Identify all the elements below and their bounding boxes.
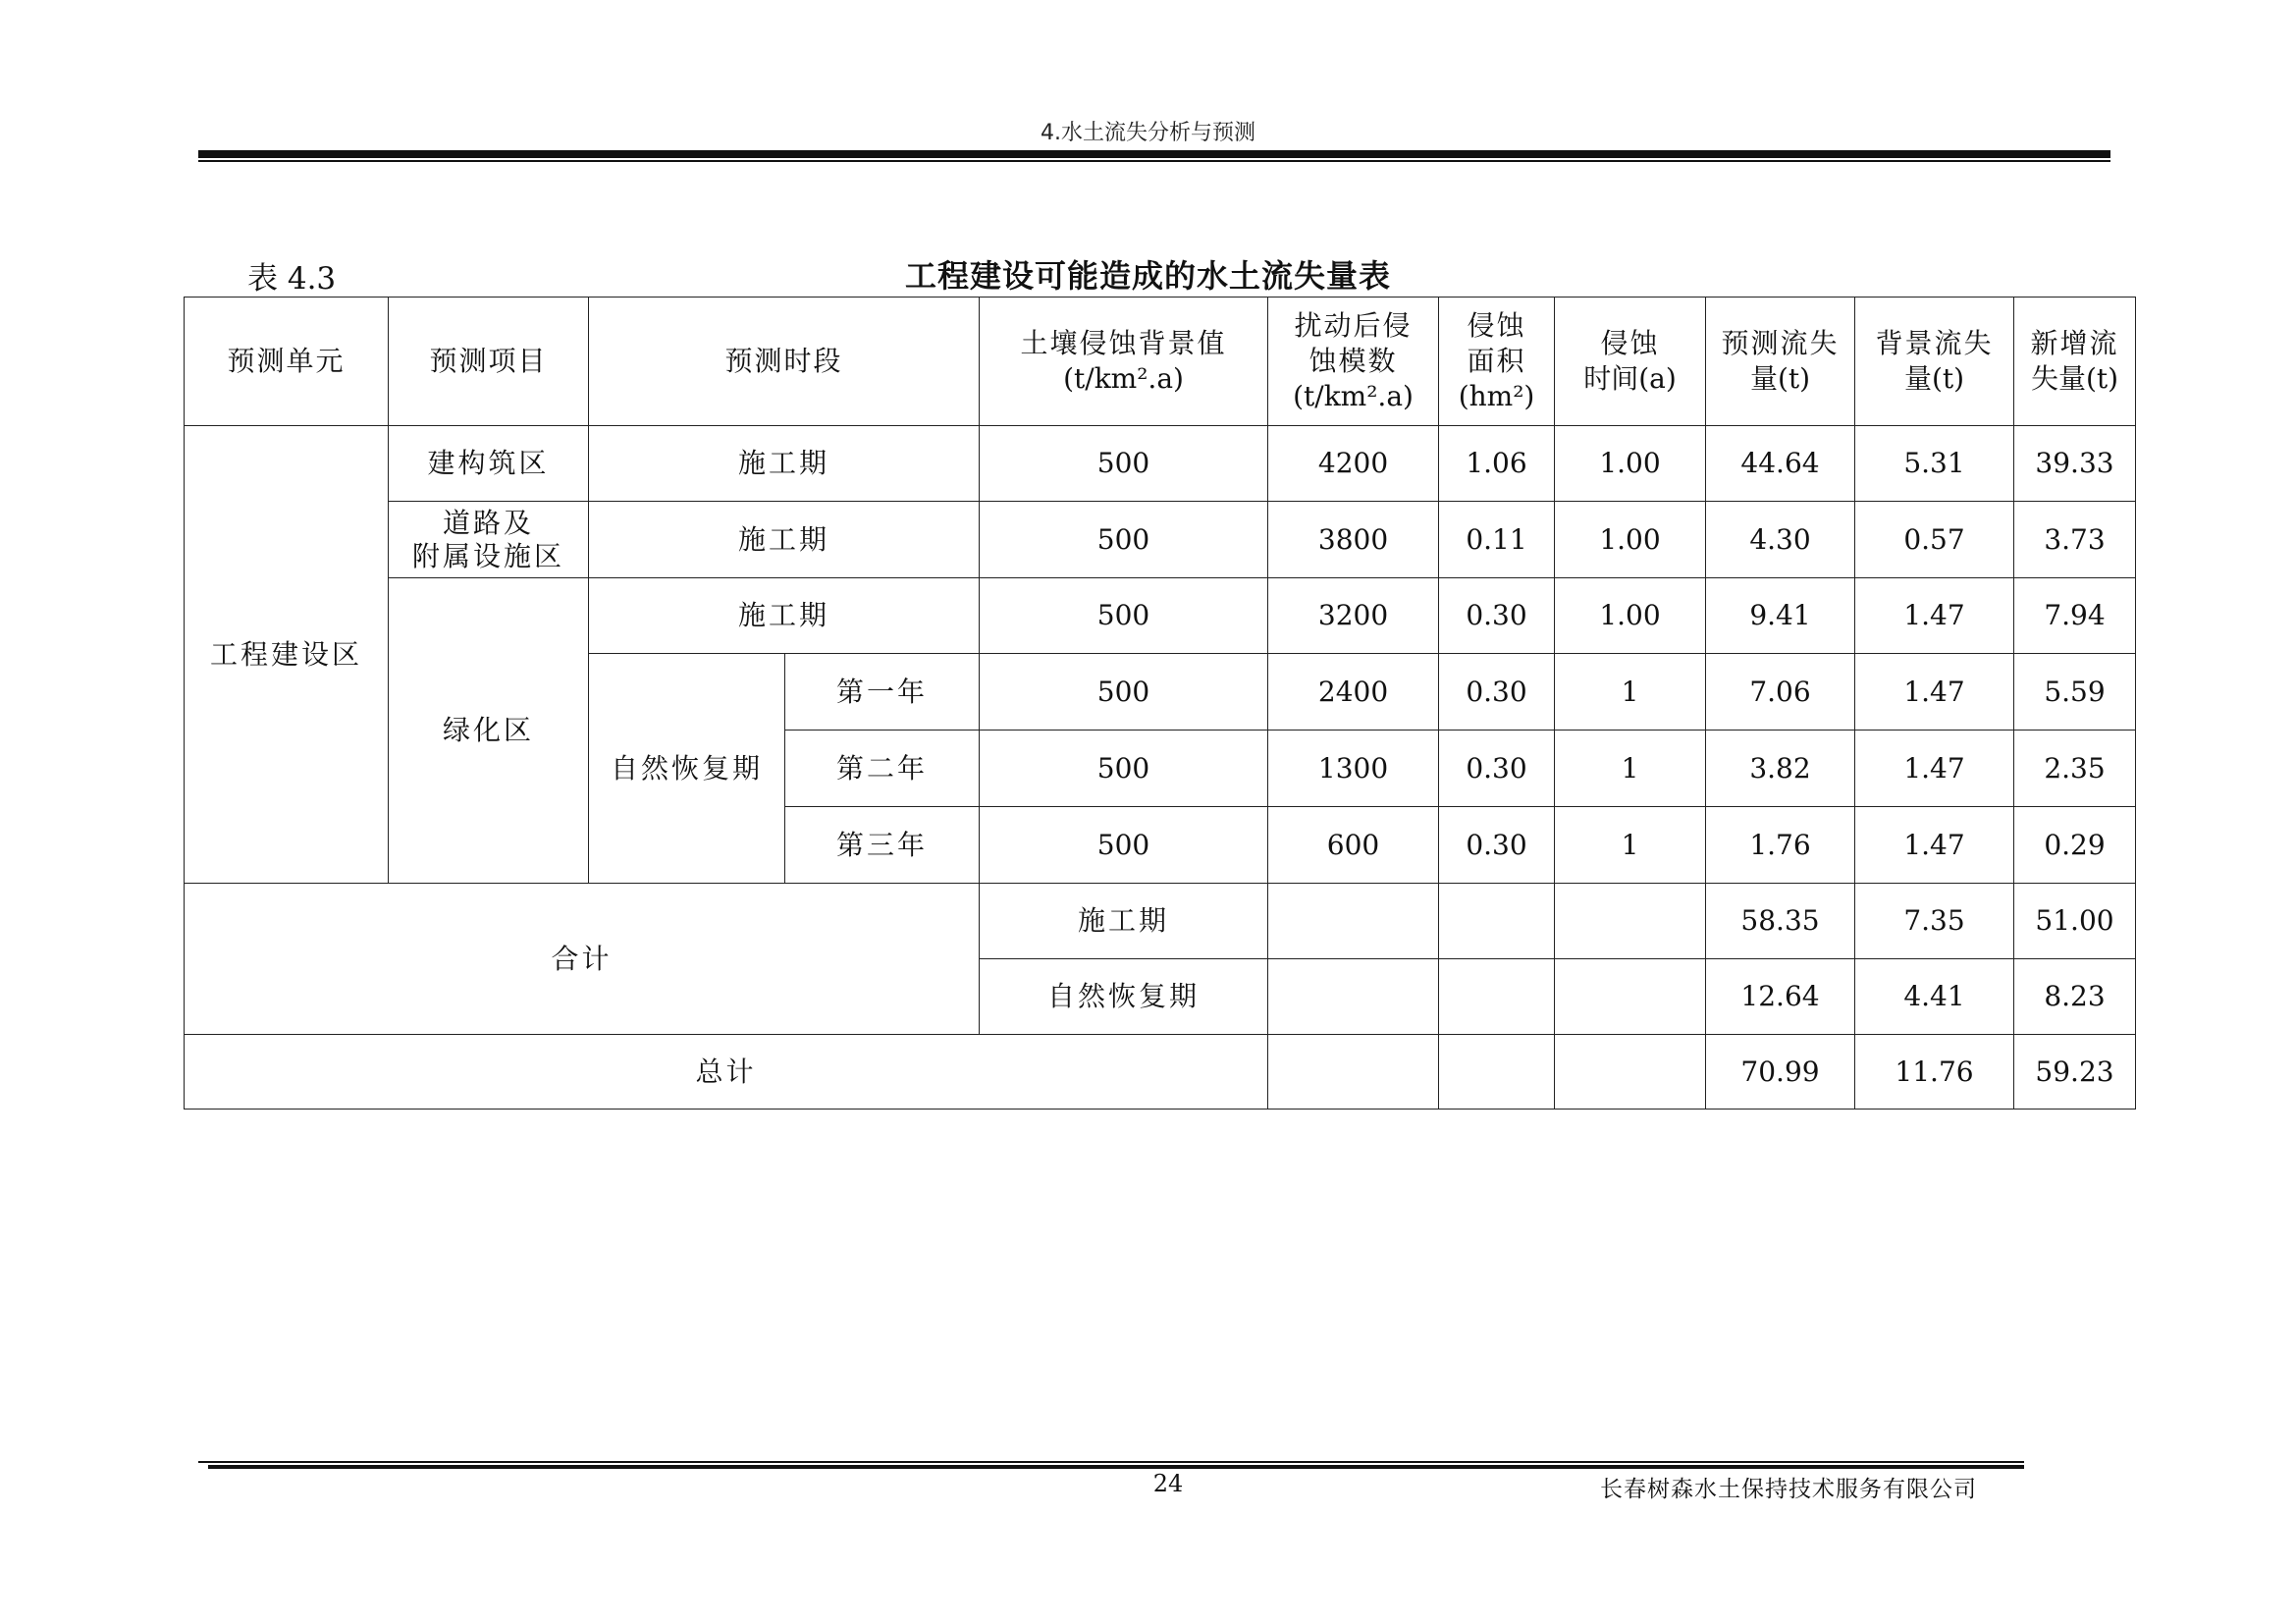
bg-loss-cell: 0.57 (1855, 502, 2014, 578)
page-number: 24 (1152, 1470, 1184, 1497)
empty-cell (1439, 959, 1555, 1035)
subtotal-row (185, 884, 2136, 959)
background-cell: 500 (980, 426, 1268, 502)
added-cell: 0.29 (2014, 807, 2136, 884)
modulus-cell: 3200 (1268, 578, 1439, 654)
item-cell: 绿化区 (389, 578, 589, 884)
bg-loss-cell: 7.35 (1855, 884, 2014, 959)
table-title: 工程建设可能造成的水土流失量表 (904, 257, 1391, 295)
col-header-area: 侵蚀 面积 (hm²) (1439, 298, 1555, 426)
predicted-cell: 44.64 (1706, 426, 1855, 502)
table-header-row (185, 298, 2136, 426)
footer-rule-thick (208, 1465, 2024, 1469)
time-cell: 1 (1555, 807, 1706, 884)
time-cell: 1.00 (1555, 426, 1706, 502)
predicted-cell: 1.76 (1706, 807, 1855, 884)
area-cell: 0.30 (1439, 807, 1555, 884)
predicted-cell: 12.64 (1706, 959, 1855, 1035)
empty-cell (1268, 1035, 1439, 1110)
period-cell: 施工期 (589, 502, 980, 578)
col-header-time: 侵蚀 时间(a) (1555, 298, 1706, 426)
sub-period-cell: 第一年 (785, 654, 980, 731)
empty-cell (1555, 1035, 1706, 1110)
modulus-cell: 1300 (1268, 731, 1439, 807)
table-row (185, 578, 2136, 654)
background-cell: 500 (980, 807, 1268, 884)
modulus-cell: 2400 (1268, 654, 1439, 731)
item-cell: 道路及 附属设施区 (389, 502, 589, 578)
col-header-unit: 预测单元 (185, 298, 389, 426)
added-cell: 3.73 (2014, 502, 2136, 578)
empty-cell (1268, 959, 1439, 1035)
sub-period-cell: 第三年 (785, 807, 980, 884)
bg-loss-cell: 4.41 (1855, 959, 2014, 1035)
bg-loss-cell: 11.76 (1855, 1035, 2014, 1110)
total-row (185, 1035, 2136, 1110)
period-cell: 施工期 (589, 578, 980, 654)
area-cell: 0.11 (1439, 502, 1555, 578)
table-row (185, 502, 2136, 578)
bg-loss-cell: 1.47 (1855, 578, 2014, 654)
col-header-background: 土壤侵蚀背景值 (t/km².a) (980, 298, 1268, 426)
header-rule-thin (198, 160, 2110, 162)
time-cell: 1 (1555, 654, 1706, 731)
running-header-title: 4.水土流失分析与预测 (1041, 121, 1255, 145)
predicted-cell: 7.06 (1706, 654, 1855, 731)
background-cell: 500 (980, 502, 1268, 578)
unit-cell: 工程建设区 (185, 426, 389, 884)
predicted-cell: 9.41 (1706, 578, 1855, 654)
modulus-cell: 4200 (1268, 426, 1439, 502)
area-cell: 0.30 (1439, 731, 1555, 807)
header-rule-thick (198, 150, 2110, 158)
subtotal-label: 合计 (185, 884, 980, 1035)
bg-loss-cell: 1.47 (1855, 654, 2014, 731)
predicted-cell: 3.82 (1706, 731, 1855, 807)
time-cell: 1.00 (1555, 502, 1706, 578)
added-cell: 2.35 (2014, 731, 2136, 807)
sub-period-cell: 第二年 (785, 731, 980, 807)
period-group-cell: 自然恢复期 (589, 654, 785, 884)
empty-cell (1439, 1035, 1555, 1110)
added-cell: 5.59 (2014, 654, 2136, 731)
col-header-modulus: 扰动后侵 蚀模数 (t/km².a) (1268, 298, 1439, 426)
col-header-predicted: 预测流失 量(t) (1706, 298, 1855, 426)
bg-loss-cell: 1.47 (1855, 731, 2014, 807)
background-cell: 500 (980, 578, 1268, 654)
empty-cell (1555, 884, 1706, 959)
area-cell: 0.30 (1439, 654, 1555, 731)
bg-loss-cell: 5.31 (1855, 426, 2014, 502)
predicted-cell: 70.99 (1706, 1035, 1855, 1110)
predicted-cell: 4.30 (1706, 502, 1855, 578)
background-cell: 500 (980, 654, 1268, 731)
col-header-item: 预测项目 (389, 298, 589, 426)
empty-cell (1439, 884, 1555, 959)
area-cell: 1.06 (1439, 426, 1555, 502)
table-number-label: 表 4.3 (247, 261, 337, 297)
time-cell: 1.00 (1555, 578, 1706, 654)
table-row (185, 426, 2136, 502)
soil-erosion-table (184, 297, 2136, 1110)
background-cell: 500 (980, 731, 1268, 807)
col-header-period: 预测时段 (589, 298, 980, 426)
added-cell: 51.00 (2014, 884, 2136, 959)
col-header-added: 新增流 失量(t) (2014, 298, 2136, 426)
total-label: 总计 (185, 1035, 1268, 1110)
added-cell: 7.94 (2014, 578, 2136, 654)
added-cell: 59.23 (2014, 1035, 2136, 1110)
col-header-bg-loss: 背景流失 量(t) (1855, 298, 2014, 426)
empty-cell (1268, 884, 1439, 959)
footer-company-name: 长春树森水土保持技术服务有限公司 (1600, 1477, 1977, 1502)
period-cell: 施工期 (589, 426, 980, 502)
subtotal-period-cell: 自然恢复期 (980, 959, 1268, 1035)
footer-rule-thin (198, 1461, 2024, 1463)
bg-loss-cell: 1.47 (1855, 807, 2014, 884)
added-cell: 39.33 (2014, 426, 2136, 502)
item-cell: 建构筑区 (389, 426, 589, 502)
subtotal-period-cell: 施工期 (980, 884, 1268, 959)
added-cell: 8.23 (2014, 959, 2136, 1035)
area-cell: 0.30 (1439, 578, 1555, 654)
time-cell: 1 (1555, 731, 1706, 807)
empty-cell (1555, 959, 1706, 1035)
modulus-cell: 3800 (1268, 502, 1439, 578)
modulus-cell: 600 (1268, 807, 1439, 884)
predicted-cell: 58.35 (1706, 884, 1855, 959)
